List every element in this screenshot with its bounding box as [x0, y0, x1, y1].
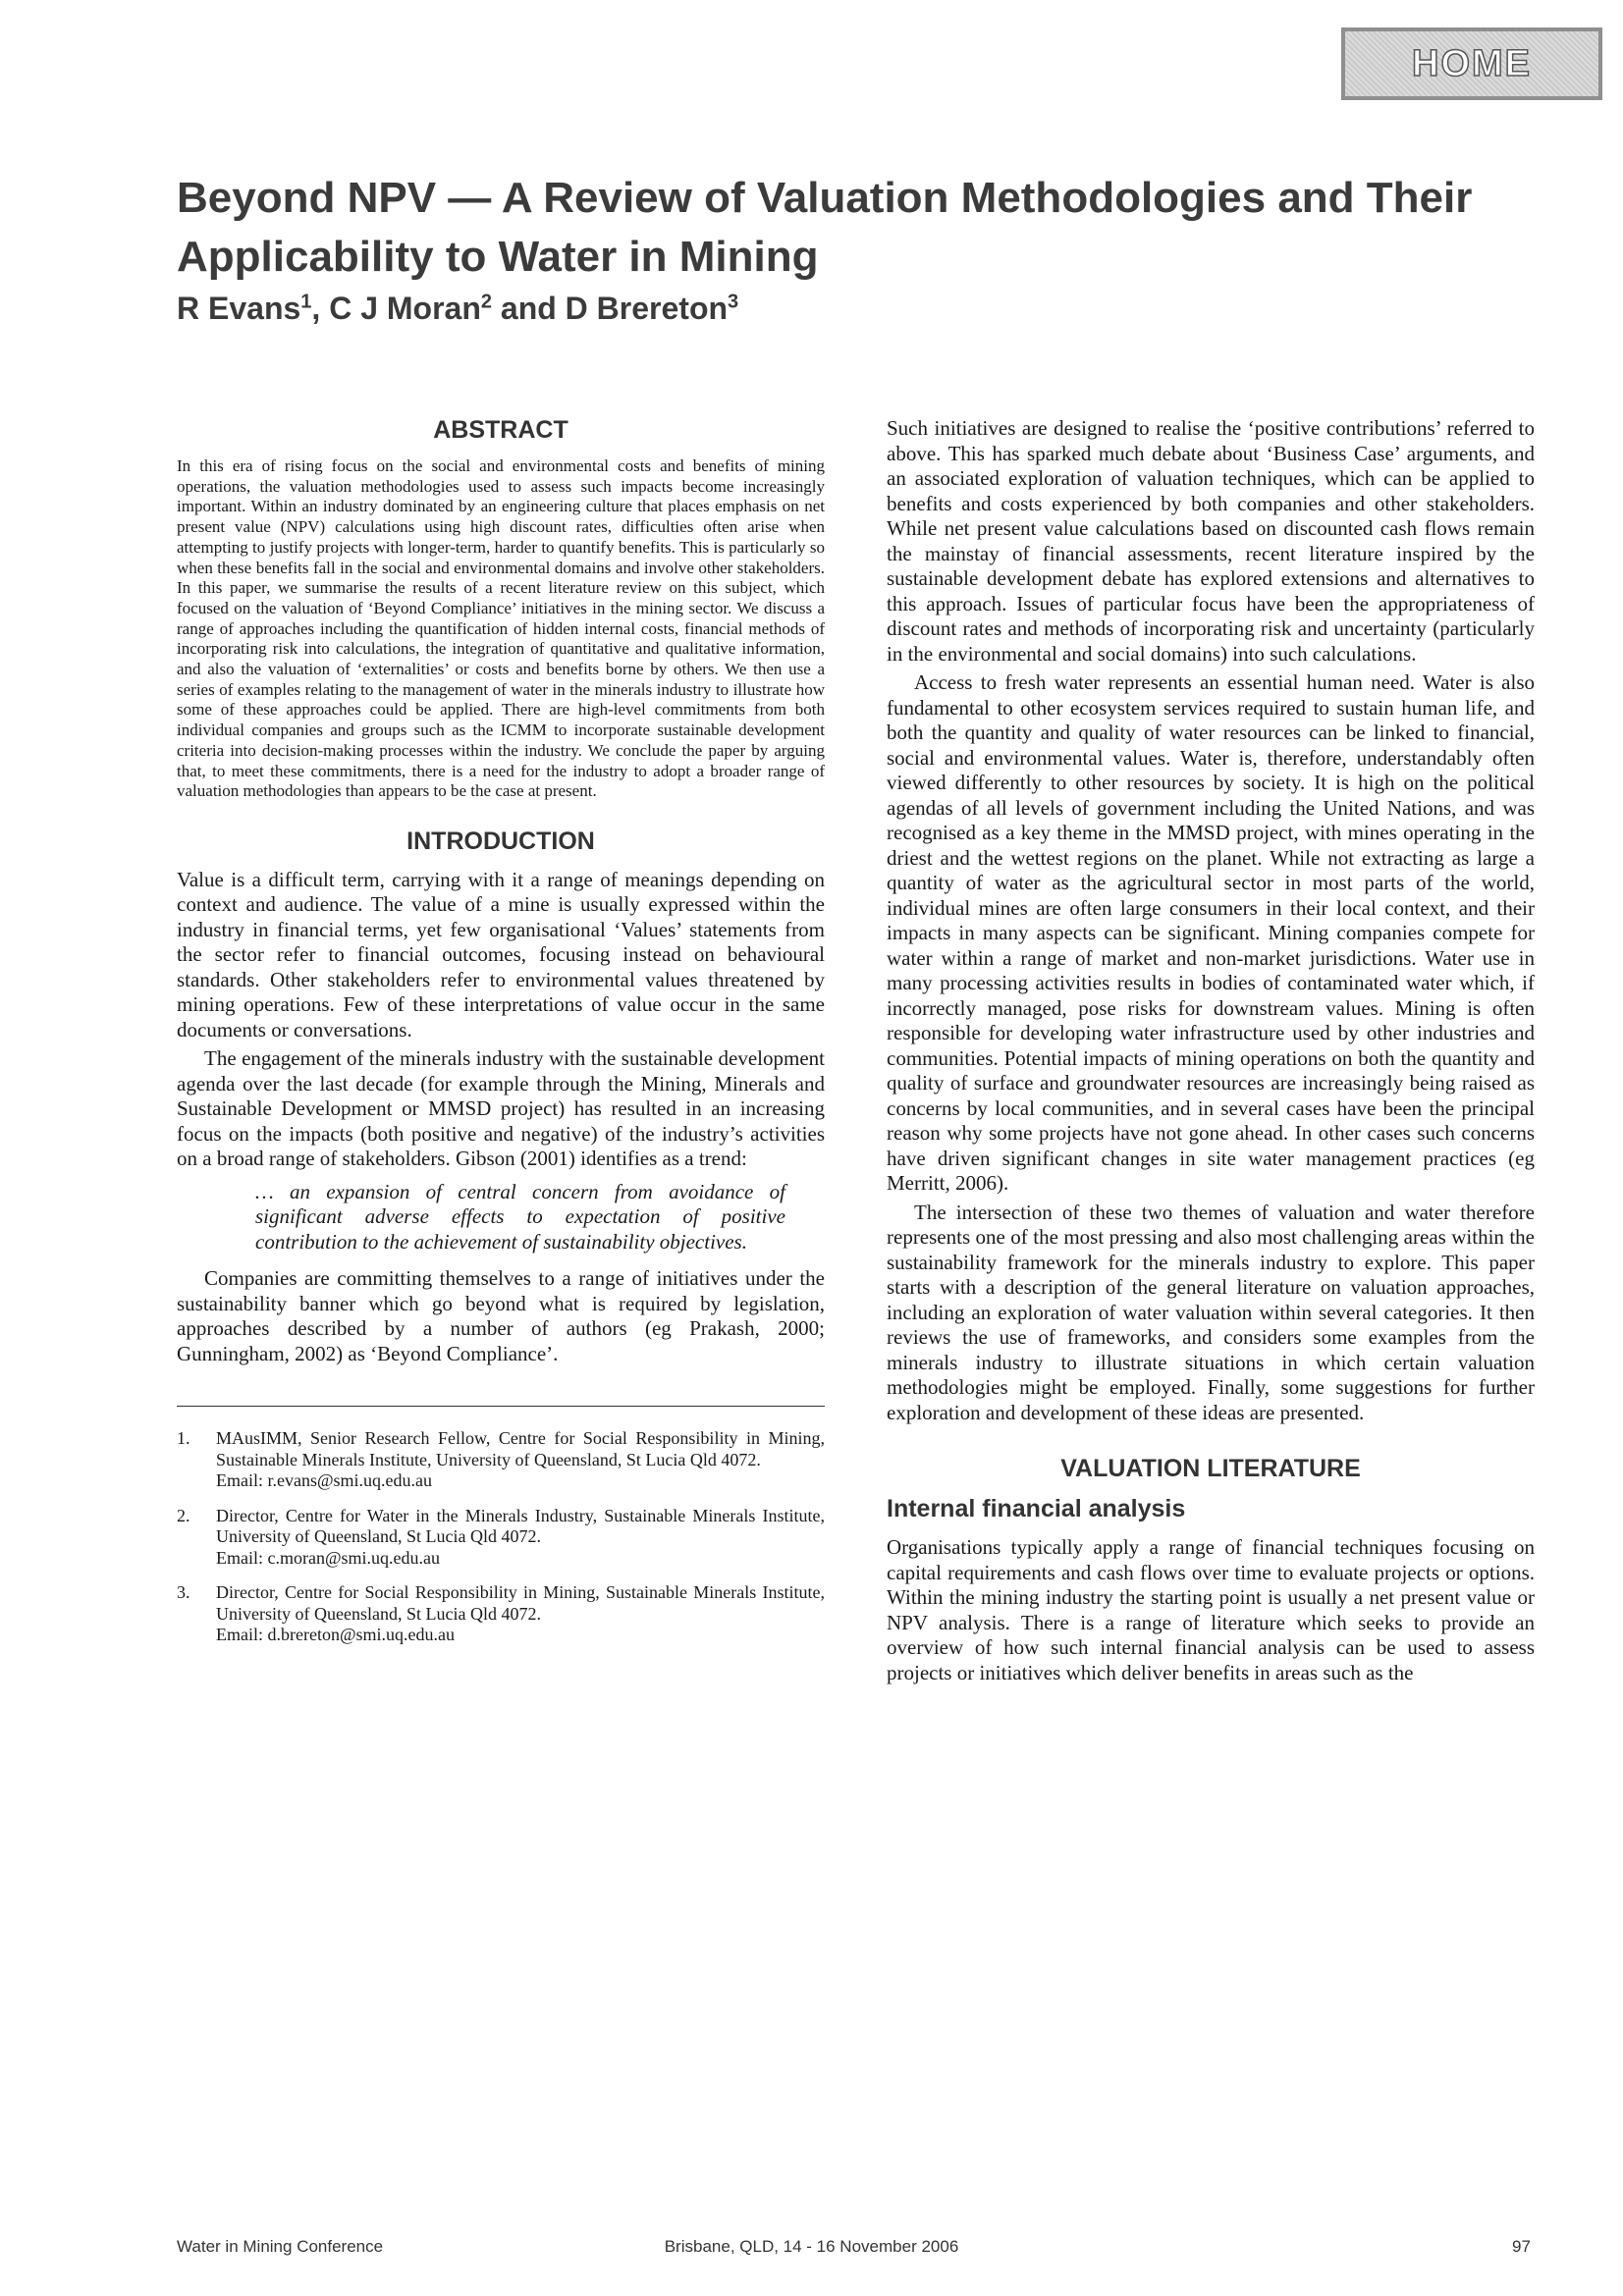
- footnote-number: 2.: [177, 1505, 190, 1525]
- author-affiliation-number: 2: [480, 291, 492, 313]
- introduction-heading: INTRODUCTION: [406, 827, 595, 855]
- paragraph: The engagement of the minerals industry with the sustainable development agenda over the last decade (for example through the Mining, Minerals and Sustainable Development or MMSD project) has resulted in an increasing focus on the impacts (both positive and negative) of the industry’s activities on a broad range of stakeholders. Gibson (2001) identifies as a trend:: [177, 1046, 825, 1171]
- abstract-heading: ABSTRACT: [433, 416, 568, 444]
- abstract-text: In this era of rising focus on the social and environmental costs and benefits of mining operations, the valuation methodologies used to assess such impacts become increasingly important. Within an industry dominated by an engineering culture that places emphasis on net present value (NPV) calculations using high discount rates, difficulties often arise when attempting to justify projects with longer-term, harder to quantify benefits. This is particularly so when these benefits fall in the social and environmental domains and involve other stakeholders. In this paper, we summarise the results of a recent literature review on this subject, which focused on the valuation of ‘Beyond Compliance’ initiatives in the mining sector. We discuss a range of approaches including the quantification of hidden internal costs, financial methods of incorporating risk into calculations, the integration of quantitative and qualitative information, and also the valuation of ‘externalities’ or costs and benefits borne by others. We then use a series of examples relating to the management of water in the minerals industry to illustrate how some of these approaches could be applied. There are high-level commitments from both individual companies and groups such as the ICMM to incorporate sustainable development criteria into decision-making processes within the industry. We conclude the paper by arguing that, to meet these commitments, there is a need for the industry to adopt a broader range of valuation methodologies than appears to be the case at present.: [177, 456, 825, 801]
- author-affiliation-number: 1: [300, 291, 312, 313]
- footer-location-date: Brisbane, QLD, 14 - 16 November 2006: [664, 2237, 959, 2256]
- paragraph: The intersection of these two themes of valuation and water therefore represents one of the most pressing and also most challenging areas within the sustainability framework for the minerals industry to explore. This paper starts with a description of the general literature on valuation approaches, including an exploration of water valuation within several categories. It then reviews the use of frameworks, and considers some examples from the minerals industry to illustrate situations in which certain valuation methodologies might be employed. Finally, some suggestions for further exploration and development of these ideas are presented.: [887, 1200, 1535, 1424]
- home-button[interactable]: [1341, 27, 1602, 100]
- footnote-email-link[interactable]: Email: r.evans@smi.uq.edu.au: [216, 1470, 433, 1491]
- internal-financial-analysis-heading: Internal financial analysis: [887, 1495, 1186, 1522]
- block-quote: … an expansion of central concern from avoidance of significant adverse effects to expectation of positive contribution to the achievement of sustainability objectives.: [255, 1179, 785, 1254]
- author-name: C J Moran: [329, 291, 481, 326]
- paragraph: Access to fresh water represents an essential human need. Water is also fundamental to other ecosystem services required to sustain human life, and both the quantity and quality of water resources can be linked to financial, social and environmental values. Water is, therefore, understandably often viewed differently to other resources by society. It is high on the political agendas of all levels of government including the United Nations, and was recognised as a key theme in the MMSD project, with mines operating in the driest and the wettest regions on the planet. While not extracting as large a quantity of water as the agricultural sector in most parts of the world, individual mines are often large consumers in their local context, and their impacts in many aspects can be significant. Mining companies compete for water within a range of market and non-market jurisdictions. Water use in many processing activities results in bodies of contaminated water which, if incorrectly managed, pose risks for downstream values. Mining is often responsible for developing water infrastructure used by other industries and communities. Potential impacts of mining operations on both the quantity and quality of surface and groundwater resources are increasingly being raised as concerns by local communities, and in several cases have been the principal reason why some projects have not gone ahead. In other cases such concerns have driven significant changes in site water management practices (eg Merritt, 2006).: [887, 670, 1535, 1195]
- footnote-body: [216, 1582, 825, 1646]
- valuation-literature-heading: VALUATION LITERATURE: [1060, 1455, 1361, 1482]
- author-name: R Evans: [177, 291, 301, 326]
- author-affiliation-number: 3: [728, 291, 739, 313]
- paragraph: Organisations typically apply a range of financial techniques focusing on capital requirements and cash flows over time to evaluate projects or options. Within the mining industry the starting point is usually a net present value or NPV analysis. There is a range of literature which seeks to provide an overview of how such internal financial analysis can be used to assess projects or initiatives which deliver benefits in areas such as the: [887, 1535, 1535, 1684]
- footnote-number: 1.: [177, 1428, 190, 1449]
- footer-conference-name: Water in Mining Conference: [177, 2237, 384, 2256]
- author-separator: ,: [311, 291, 330, 326]
- footnote: [177, 1582, 825, 1646]
- footnote-email-link[interactable]: Email: d.brereton@smi.uq.edu.au: [216, 1625, 456, 1645]
- footnote-body: [216, 1428, 825, 1492]
- author-list: [177, 291, 738, 327]
- left-column: [177, 416, 825, 1660]
- page-number: 97: [1512, 2237, 1531, 2256]
- paragraph: Such initiatives are designed to realise the ‘positive contributions’ referred to above. This has sparked much debate about ‘Business Case’ arguments, and an associated exploration of valuation techniques, which can be applied to benefits and costs experienced by both companies and other stakeholders. While net present value calculations based on discounted cash flows remain the mainstay of financial assessments, recent literature inspired by the sustainable development debate has explored extensions and alternatives to this approach. Issues of particular focus have been the appropriateness of discount rates and methods of incorporating risk and uncertainty (particularly in the environmental and social domains) into such calculations.: [887, 416, 1535, 666]
- footnote-divider: [177, 1406, 825, 1407]
- footnote-text: Director, Centre for Water in the Minerals Industry, Sustainable Minerals Institute, University of Queensland, St Lucia Qld 4072.: [216, 1505, 825, 1547]
- author-name: D Brereton: [565, 291, 729, 326]
- footnote-text: MAusIMM, Senior Research Fellow, Centre for Social Responsibility in Mining, Sustainable Minerals Institute, University of Queensland, St Lucia Qld 4072.: [216, 1428, 825, 1469]
- footnote-body: [216, 1506, 825, 1570]
- paragraph: Companies are committing themselves to a range of initiatives under the sustainability banner which go beyond what is required by legislation, approaches described by a number of authors (eg Prakash, 2000; Gunningham, 2002) as ‘Beyond Compliance’.: [177, 1266, 825, 1365]
- paragraph: Value is a difficult term, carrying with it a range of meanings depending on context and audience. The value of a mine is usually expressed within the industry in financial terms, yet few organisational ‘Values’ statements from the sector refer to financial outcomes, focusing instead on behavioural standards. Other stakeholders refer to environmental values threatened by mining operations. Few of these interpretations of value occur in the same documents or conversations.: [177, 867, 825, 1041]
- footnote-text: Director, Centre for Social Responsibility in Mining, Sustainable Minerals Institute, University of Queensland, St Lucia Qld 4072.: [216, 1582, 825, 1624]
- footnote-email-link[interactable]: Email: c.moran@smi.uq.edu.au: [216, 1547, 441, 1568]
- paper-title: Beyond NPV — A Review of Valuation Methodologies and Their Applicability to Water in Mining: [177, 174, 1473, 281]
- footnote-number: 3.: [177, 1582, 190, 1603]
- author-separator: and: [492, 291, 566, 326]
- right-column: [887, 416, 1535, 1685]
- footnote: [177, 1506, 825, 1570]
- home-button-label: HOME: [1412, 42, 1532, 84]
- footnote: [177, 1428, 825, 1492]
